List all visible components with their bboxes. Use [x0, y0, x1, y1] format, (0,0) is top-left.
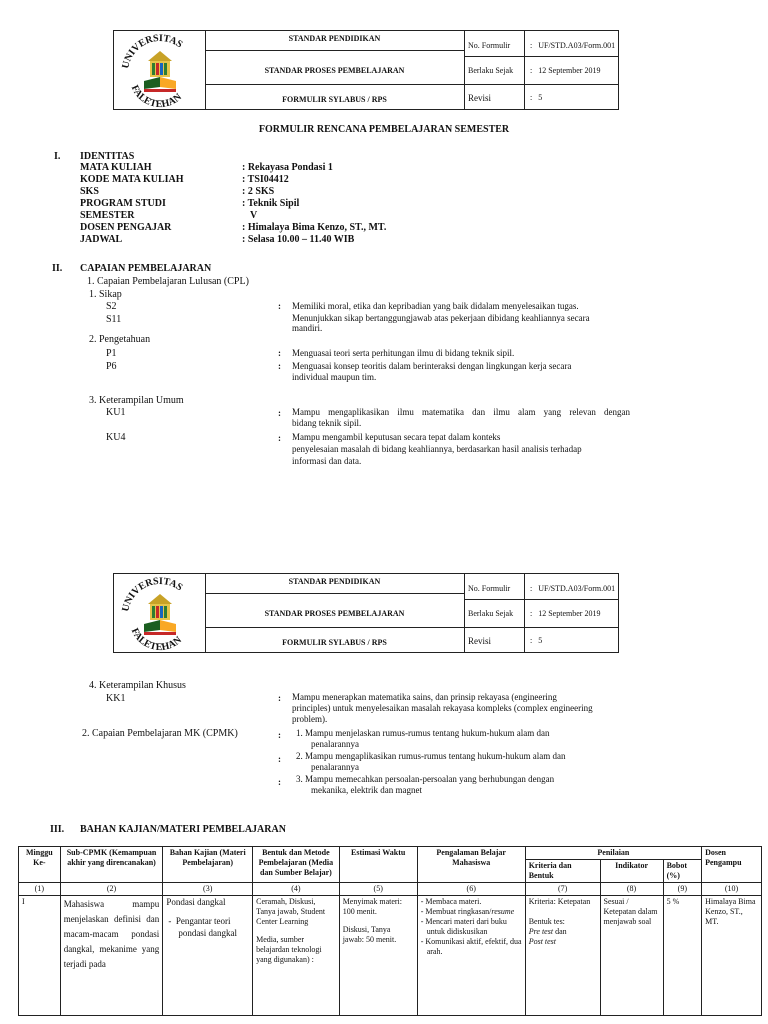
section-number: I.	[54, 151, 61, 162]
university-emblem-icon	[114, 31, 205, 109]
column-number: (7)	[525, 883, 600, 896]
identitas-key: DOSEN PENGAJAR	[80, 222, 172, 233]
berlaku-label: Berlaku Sejak	[468, 609, 514, 618]
header-title-2: STANDAR PROSES PEMBELAJARAN	[264, 609, 405, 618]
column-number: (9)	[663, 883, 702, 896]
cpmk-1-line-1: 1. Mampu menjelaskan rumus-rumus tentang hukum-hukum alam dan	[296, 728, 550, 738]
colon: :	[278, 408, 281, 418]
pengalaman-item: - Membuat ringkasan/resume	[420, 907, 515, 916]
cpmk-2-line-2: penalarannya	[311, 762, 359, 772]
ku1-text-2: bidang teknik sipil.	[292, 418, 362, 428]
column-number: (4)	[253, 883, 340, 896]
code-p1: P1	[106, 348, 117, 359]
s11-text-1: Menunjukkan sikap bertanggungjawab atas pekerjaan dibidang keahliannya secara	[292, 313, 590, 323]
header-titles	[205, 574, 465, 652]
colon: :	[278, 730, 281, 740]
cpmk-1-line-2: penalarannya	[311, 739, 359, 749]
header-meta	[464, 31, 618, 109]
section-title-identitas: IDENTITAS	[80, 151, 135, 162]
no-formulir-label: No. Formulir	[468, 41, 511, 50]
code-ku4: KU4	[106, 432, 126, 443]
identitas-value: : Himalaya Bima Kenzo, ST., MT.	[242, 222, 387, 233]
col-minggu: Minggu Ke-	[19, 847, 61, 883]
revisi-label: Revisi	[468, 93, 492, 103]
cpl-heading: 1. Capaian Pembelajaran Lulusan (CPL)	[87, 276, 249, 287]
ku4-text-1: Mampu mengambil keputusan secara tepat dalam konteks	[292, 432, 501, 442]
header-meta	[464, 574, 618, 652]
code-s11: S11	[106, 314, 122, 325]
identitas-value: : Selasa 10.00 – 11.40 WIB	[242, 234, 355, 245]
colon: :	[278, 693, 281, 703]
column-number: (3)	[163, 883, 253, 896]
identitas-key: KODE MATA KULIAH	[80, 174, 184, 185]
bentuk-metode: Ceramah, Diskusi, Tanya jawab, Student Center Learning	[256, 897, 326, 926]
cpmk-2-line-1: 2. Mampu mengaplikasikan rumus-rumus tentang hukum-hukum alam dan	[296, 751, 566, 761]
bahan-title: Pondasi dangkal	[166, 897, 226, 907]
colon: :	[278, 361, 281, 371]
cell-bobot: 5 %	[663, 896, 702, 1016]
sikap-heading: 1. Sikap	[89, 289, 122, 300]
header-title-1: STANDAR PENDIDIKAN	[288, 577, 381, 586]
section-title-capaian: CAPAIAN PEMBELAJARAN	[80, 263, 212, 274]
header-titles	[205, 31, 465, 109]
cpmk-heading: 2. Capaian Pembelajaran MK (CPMK)	[82, 728, 238, 739]
bentuk-media: Media, sumber belajardan teknologi yang digunakan) :	[256, 935, 322, 964]
identitas-value: : 2 SKS	[242, 186, 275, 197]
bentuk-tes-label: Bentuk tes:	[528, 917, 565, 926]
table-number-row	[19, 883, 762, 896]
p1-text: Menguasai teori serta perhitungan ilmu di bidang teknik sipil.	[292, 348, 515, 358]
cell-sub-cpmk: Mahasiswa mampu menjelaskan definisi dan macam-macam pondasi dangkal, mekanime yang terjadi pada	[60, 896, 163, 1016]
pengalaman-item: - Membaca materi.	[420, 897, 482, 906]
identitas-key: SEMESTER	[80, 210, 135, 221]
estimasi-diskusi: Diskusi, Tanya jawab: 50 menit.	[342, 925, 397, 944]
cell-bahan	[163, 896, 253, 1016]
keterampilan-khusus-heading: 4. Keterampilan Khusus	[89, 680, 186, 691]
no-formulir-value: : UF/STD.A03/Form.001	[530, 584, 616, 593]
kriteria-text: Kriteria: Ketepatan	[528, 897, 591, 906]
s2-text: Memiliki moral, etika dan kepribadian yang baik didalam menyelesaikan tugas.	[292, 301, 579, 311]
identitas-key: MATA KULIAH	[80, 162, 152, 173]
ku4-text-2: penyelesaian masalah di bidang keahliannya, berdasarkan hasil analisis terhadap	[292, 444, 582, 454]
form-header	[113, 30, 619, 110]
berlaku-value: : 12 September 2019	[530, 66, 601, 75]
column-number: (5)	[339, 883, 417, 896]
berlaku-label: Berlaku Sejak	[468, 66, 514, 75]
col-bentuk-metode: Bentuk dan Metode Pembelajaran (Media dan Sumber Belajar)	[253, 847, 340, 883]
col-sub-cpmk: Sub-CPMK (Kemampuan akhir yang direncanakan)	[60, 847, 163, 883]
col-estimasi: Estimasi Waktu	[339, 847, 417, 883]
cell-kriteria	[525, 896, 600, 1016]
bahan-item: - Pengantar teori pondasi dangkal	[168, 916, 238, 938]
colon: :	[278, 754, 281, 764]
identitas-value: : Rekayasa Pondasi 1	[242, 162, 333, 173]
pengalaman-item: - Komunikasi aktif, efektif, dua arah.	[420, 937, 522, 956]
code-p6: P6	[106, 361, 117, 372]
table-header-row	[19, 847, 762, 860]
revisi-value: : 5	[530, 636, 543, 645]
svg-text:FALETEHAN: FALETEHAN	[128, 626, 184, 652]
svg-text:UNIVERSITAS: UNIVERSITAS	[120, 575, 185, 613]
ku1-text-1: Mampu mengaplikasikan ilmu matematika dan ilmu alam yang relevan dengan	[292, 407, 630, 417]
colon: :	[278, 301, 281, 311]
column-number: (6)	[417, 883, 525, 896]
col-pengalaman: Pengalaman Belajar Mahasiswa	[417, 847, 525, 883]
form-header-page-2	[113, 573, 619, 653]
kk1-text-2: principles) untuk menyelesaikan masalah rekayasa kompleks (complex engineering	[292, 703, 593, 713]
cpmk-3-line-1: 3. Mampu memecahkan persoalan-persoalan yang berhubungan dengan	[296, 774, 555, 784]
pengetahuan-heading: 2. Pengetahuan	[89, 334, 151, 345]
header-title-1: STANDAR PENDIDIKAN	[288, 34, 381, 43]
revisi-value: : 5	[530, 93, 543, 102]
kk1-text-3: problem).	[292, 714, 328, 724]
identitas-value: : TSI04412	[242, 174, 289, 185]
berlaku-value: : 12 September 2019	[530, 609, 601, 618]
identitas-key: SKS	[80, 186, 99, 197]
col-bahan-kajian: Bahan Kajian (Materi Pembelajaran)	[163, 847, 253, 883]
cell-indikator: Sesuai / Ketepatan dalam menjawab soal	[600, 896, 663, 1016]
university-emblem-icon	[114, 574, 205, 652]
identitas-key: PROGRAM STUDI	[80, 198, 166, 209]
code-ku1: KU1	[106, 407, 126, 418]
p6-text-2: individual maupun tim.	[292, 372, 377, 382]
column-number: (10)	[702, 883, 762, 896]
rps-table	[18, 846, 762, 1016]
col-bobot: Bobot (%)	[663, 860, 702, 883]
ku4-text-3: informasi dan data.	[292, 456, 362, 466]
section-number: II.	[52, 263, 63, 274]
document-title: FORMULIR RENCANA PEMBELAJARAN SEMESTER	[258, 124, 510, 135]
cpmk-3-line-2: mekanika, elektrik dan magnet	[311, 785, 422, 795]
svg-text:FALETEHAN: FALETEHAN	[128, 83, 184, 109]
section-title-bahan: BAHAN KAJIAN/MATERI PEMBELAJARAN	[80, 824, 286, 835]
code-kk1: KK1	[106, 693, 126, 704]
col-dosen: Dosen Pengampu	[702, 847, 762, 883]
cell-pengalaman	[417, 896, 525, 1016]
column-number: (8)	[600, 883, 663, 896]
section-number: III.	[50, 824, 65, 835]
s11-text-2: mandiri.	[292, 323, 323, 333]
university-logo	[114, 31, 206, 109]
no-formulir-value: : UF/STD.A03/Form.001	[530, 41, 616, 50]
colon: :	[278, 348, 281, 358]
col-indikator: Indikator	[600, 860, 663, 883]
no-formulir-label: No. Formulir	[468, 584, 511, 593]
identitas-value: V	[250, 210, 258, 221]
revisi-label: Revisi	[468, 636, 492, 646]
identitas-key: JADWAL	[80, 234, 123, 245]
bentuk-tes-value: Pre test dan	[528, 927, 567, 936]
cell-dosen: Himalaya Bima Kenzo, ST., MT.	[702, 896, 762, 1016]
p6-text-1: Menguasai konsep teoritis dalam berinteraksi dengan lingkungan kerja secara	[292, 361, 572, 371]
identitas-value: : Teknik Sipil	[242, 198, 300, 209]
kk1-text-1: Mampu menerapkan matematika sains, dan prinsip rekayasa (engineering	[292, 692, 557, 702]
cell-bentuk	[253, 896, 340, 1016]
colon: :	[278, 777, 281, 787]
col-penilaian: Penilaian	[525, 847, 701, 860]
col-kriteria: Kriteria dan Bentuk	[525, 860, 600, 883]
header-title-3: FORMULIR SYLABUS / RPS	[282, 95, 387, 104]
svg-text:UNIVERSITAS: UNIVERSITAS	[120, 32, 185, 70]
keterampilan-umum-heading: 3. Keterampilan Umum	[89, 395, 184, 406]
cell-estimasi	[339, 896, 417, 1016]
colon: :	[278, 433, 281, 443]
estimasi-menyimak: Menyimak materi: 100 menit.	[342, 897, 403, 916]
table-row	[19, 896, 762, 1016]
university-logo	[114, 574, 206, 652]
column-number: (1)	[19, 883, 61, 896]
bentuk-tes-value: Post test	[528, 937, 557, 946]
cell-minggu: I	[19, 896, 61, 1016]
pengalaman-item: - Mencari materi dari buku untuk didiskusikan	[420, 917, 507, 936]
code-s2: S2	[106, 301, 117, 312]
header-title-3: FORMULIR SYLABUS / RPS	[282, 638, 387, 647]
column-number: (2)	[60, 883, 163, 896]
header-title-2: STANDAR PROSES PEMBELAJARAN	[264, 66, 405, 75]
